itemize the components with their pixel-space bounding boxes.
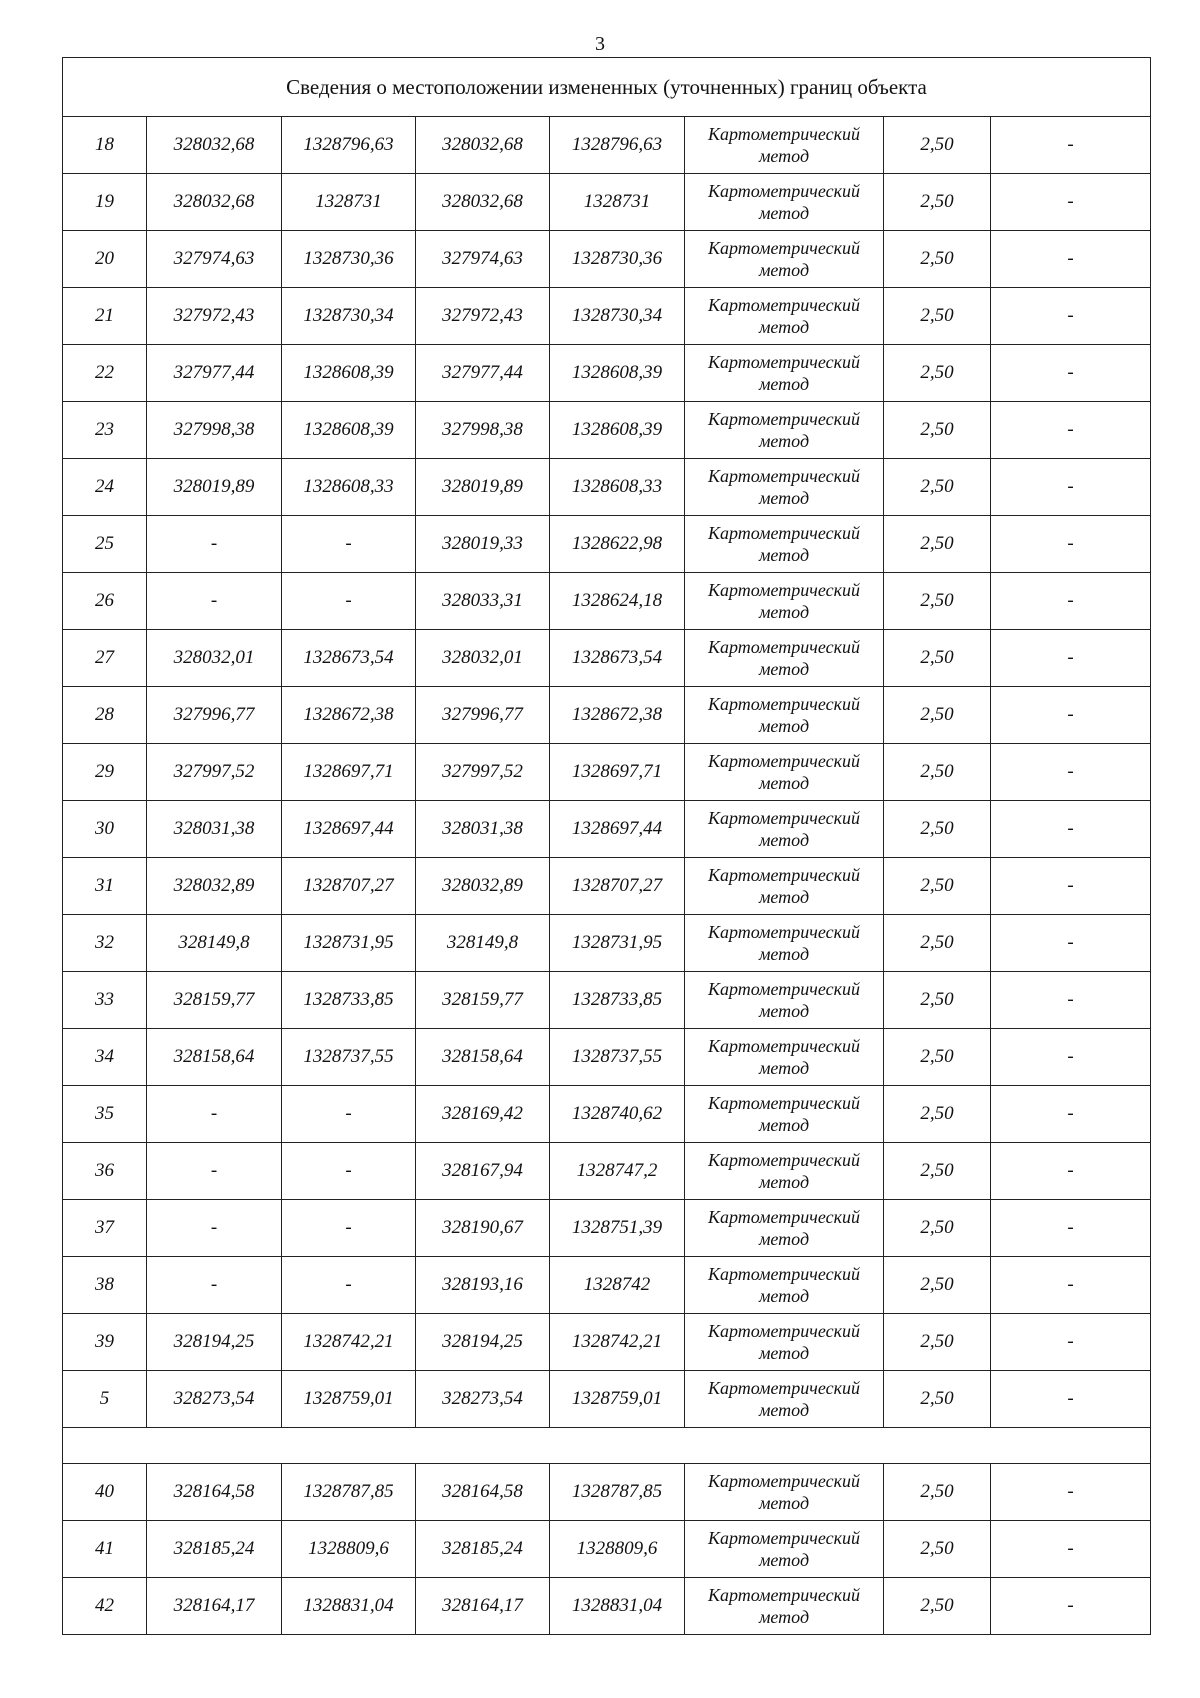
accuracy-cell: 2,50 <box>884 1200 991 1257</box>
existing-y-cell: 1328787,85 <box>282 1464 416 1521</box>
existing-y-cell: 1328697,71 <box>282 744 416 801</box>
existing-y-cell: 1328673,54 <box>282 630 416 687</box>
method-cell: Картометрический метод <box>685 687 884 744</box>
new-y-cell: 1328742,21 <box>550 1314 685 1371</box>
existing-y-cell: - <box>282 573 416 630</box>
table-row <box>63 516 1151 573</box>
existing-y-cell: 1328730,36 <box>282 231 416 288</box>
existing-y-cell: 1328608,33 <box>282 459 416 516</box>
table-row <box>63 1257 1151 1314</box>
description-cell: - <box>991 1578 1151 1635</box>
existing-x-cell: 328164,17 <box>147 1578 282 1635</box>
existing-x-cell: 327998,38 <box>147 402 282 459</box>
new-x-cell: 327977,44 <box>416 345 550 402</box>
method-cell: Картометрический метод <box>685 1200 884 1257</box>
new-y-cell: 1328730,34 <box>550 288 685 345</box>
description-cell: - <box>991 915 1151 972</box>
point-number-cell: 30 <box>63 801 147 858</box>
new-y-cell: 1328608,33 <box>550 459 685 516</box>
new-x-cell: 328164,17 <box>416 1578 550 1635</box>
table-row <box>63 1521 1151 1578</box>
table-row <box>63 801 1151 858</box>
accuracy-cell: 2,50 <box>884 1143 991 1200</box>
new-x-cell: 328164,58 <box>416 1464 550 1521</box>
existing-y-cell: 1328731 <box>282 174 416 231</box>
existing-x-cell: 327996,77 <box>147 687 282 744</box>
point-number-cell: 22 <box>63 345 147 402</box>
method-cell: Картометрический метод <box>685 972 884 1029</box>
accuracy-cell: 2,50 <box>884 1521 991 1578</box>
table-row <box>63 117 1151 174</box>
accuracy-cell: 2,50 <box>884 1029 991 1086</box>
method-cell: Картометрический метод <box>685 345 884 402</box>
new-x-cell: 327972,43 <box>416 288 550 345</box>
new-x-cell: 328032,89 <box>416 858 550 915</box>
existing-y-cell: 1328608,39 <box>282 345 416 402</box>
new-y-cell: 1328787,85 <box>550 1464 685 1521</box>
new-x-cell: 328019,89 <box>416 459 550 516</box>
existing-y-cell: 1328707,27 <box>282 858 416 915</box>
new-y-cell: 1328707,27 <box>550 858 685 915</box>
description-cell: - <box>991 573 1151 630</box>
point-number-cell: 25 <box>63 516 147 573</box>
method-cell: Картометрический метод <box>685 231 884 288</box>
new-x-cell: 328032,01 <box>416 630 550 687</box>
new-y-cell: 1328624,18 <box>550 573 685 630</box>
existing-y-cell: 1328733,85 <box>282 972 416 1029</box>
new-y-cell: 1328672,38 <box>550 687 685 744</box>
description-cell: - <box>991 1314 1151 1371</box>
new-x-cell: 328194,25 <box>416 1314 550 1371</box>
point-number-cell: 35 <box>63 1086 147 1143</box>
new-x-cell: 327997,52 <box>416 744 550 801</box>
method-cell: Картометрический метод <box>685 1578 884 1635</box>
accuracy-cell: 2,50 <box>884 1257 991 1314</box>
existing-x-cell: 328185,24 <box>147 1521 282 1578</box>
accuracy-cell: 2,50 <box>884 1371 991 1428</box>
point-number-cell: 38 <box>63 1257 147 1314</box>
accuracy-cell: 2,50 <box>884 630 991 687</box>
method-cell: Картометрический метод <box>685 1029 884 1086</box>
method-cell: Картометрический метод <box>685 915 884 972</box>
new-y-cell: 1328608,39 <box>550 345 685 402</box>
new-y-cell: 1328731,95 <box>550 915 685 972</box>
table-row <box>63 288 1151 345</box>
new-x-cell: 328190,67 <box>416 1200 550 1257</box>
accuracy-cell: 2,50 <box>884 573 991 630</box>
new-x-cell: 328185,24 <box>416 1521 550 1578</box>
point-number-cell: 31 <box>63 858 147 915</box>
new-x-cell: 327996,77 <box>416 687 550 744</box>
description-cell: - <box>991 687 1151 744</box>
table-row <box>63 915 1151 972</box>
point-number-cell: 20 <box>63 231 147 288</box>
description-cell: - <box>991 231 1151 288</box>
point-number-cell: 27 <box>63 630 147 687</box>
description-cell: - <box>991 1464 1151 1521</box>
table-row <box>63 231 1151 288</box>
existing-x-cell: 328032,68 <box>147 174 282 231</box>
new-x-cell: 328169,42 <box>416 1086 550 1143</box>
new-x-cell: 328149,8 <box>416 915 550 972</box>
existing-x-cell: 327977,44 <box>147 345 282 402</box>
point-number-cell: 24 <box>63 459 147 516</box>
accuracy-cell: 2,50 <box>884 687 991 744</box>
existing-y-cell: 1328730,34 <box>282 288 416 345</box>
table-row <box>63 345 1151 402</box>
point-number-cell: 37 <box>63 1200 147 1257</box>
table-row <box>63 1578 1151 1635</box>
table-row <box>63 174 1151 231</box>
point-number-cell: 33 <box>63 972 147 1029</box>
table-row <box>63 1371 1151 1428</box>
existing-x-cell: 328031,38 <box>147 801 282 858</box>
table-row <box>63 573 1151 630</box>
point-number-cell: 26 <box>63 573 147 630</box>
point-number-cell: 36 <box>63 1143 147 1200</box>
table-row <box>63 1314 1151 1371</box>
page-number: 3 <box>595 33 605 55</box>
point-number-cell: 34 <box>63 1029 147 1086</box>
existing-y-cell: 1328796,63 <box>282 117 416 174</box>
method-cell: Картометрический метод <box>685 1086 884 1143</box>
method-cell: Картометрический метод <box>685 801 884 858</box>
method-cell: Картометрический метод <box>685 858 884 915</box>
point-number-cell: 32 <box>63 915 147 972</box>
method-cell: Картометрический метод <box>685 1521 884 1578</box>
description-cell: - <box>991 402 1151 459</box>
table-row <box>63 1200 1151 1257</box>
existing-x-cell: - <box>147 1143 282 1200</box>
new-y-cell: 1328747,2 <box>550 1143 685 1200</box>
method-cell: Картометрический метод <box>685 288 884 345</box>
new-x-cell: 328193,16 <box>416 1257 550 1314</box>
new-y-cell: 1328622,98 <box>550 516 685 573</box>
table-row <box>63 972 1151 1029</box>
existing-x-cell: 328019,89 <box>147 459 282 516</box>
accuracy-cell: 2,50 <box>884 117 991 174</box>
new-x-cell: 327974,63 <box>416 231 550 288</box>
accuracy-cell: 2,50 <box>884 459 991 516</box>
existing-y-cell: 1328809,6 <box>282 1521 416 1578</box>
new-x-cell: 328019,33 <box>416 516 550 573</box>
existing-y-cell: 1328742,21 <box>282 1314 416 1371</box>
existing-y-cell: - <box>282 1257 416 1314</box>
description-cell: - <box>991 174 1151 231</box>
table-row <box>63 459 1151 516</box>
table-body <box>63 58 1151 1635</box>
accuracy-cell: 2,50 <box>884 972 991 1029</box>
accuracy-cell: 2,50 <box>884 801 991 858</box>
point-number-cell: 28 <box>63 687 147 744</box>
point-number-cell: 5 <box>63 1371 147 1428</box>
method-cell: Картометрический метод <box>685 573 884 630</box>
existing-x-cell: 328158,64 <box>147 1029 282 1086</box>
existing-x-cell: 327974,63 <box>147 231 282 288</box>
separator-cell <box>63 1428 1151 1464</box>
new-x-cell: 328031,38 <box>416 801 550 858</box>
existing-x-cell: 328159,77 <box>147 972 282 1029</box>
table-row <box>63 1143 1151 1200</box>
existing-x-cell: - <box>147 573 282 630</box>
separator-row <box>63 1428 1151 1464</box>
section-header-row <box>63 58 1151 117</box>
new-x-cell: 328158,64 <box>416 1029 550 1086</box>
table-row <box>63 744 1151 801</box>
description-cell: - <box>991 459 1151 516</box>
existing-y-cell: 1328731,95 <box>282 915 416 972</box>
accuracy-cell: 2,50 <box>884 1578 991 1635</box>
method-cell: Картометрический метод <box>685 1143 884 1200</box>
point-number-cell: 29 <box>63 744 147 801</box>
existing-x-cell: - <box>147 1200 282 1257</box>
new-x-cell: 328033,31 <box>416 573 550 630</box>
existing-x-cell: 328149,8 <box>147 915 282 972</box>
description-cell: - <box>991 1143 1151 1200</box>
accuracy-cell: 2,50 <box>884 231 991 288</box>
new-y-cell: 1328730,36 <box>550 231 685 288</box>
existing-y-cell: 1328737,55 <box>282 1029 416 1086</box>
existing-x-cell: 327972,43 <box>147 288 282 345</box>
existing-y-cell: - <box>282 1086 416 1143</box>
existing-y-cell: - <box>282 516 416 573</box>
accuracy-cell: 2,50 <box>884 1314 991 1371</box>
new-y-cell: 1328673,54 <box>550 630 685 687</box>
method-cell: Картометрический метод <box>685 744 884 801</box>
boundary-coordinates-table <box>62 57 1151 1635</box>
method-cell: Картометрический метод <box>685 459 884 516</box>
table-row <box>63 687 1151 744</box>
method-cell: Картометрический метод <box>685 516 884 573</box>
table-row <box>63 858 1151 915</box>
description-cell: - <box>991 858 1151 915</box>
description-cell: - <box>991 1200 1151 1257</box>
new-y-cell: 1328751,39 <box>550 1200 685 1257</box>
new-x-cell: 328167,94 <box>416 1143 550 1200</box>
accuracy-cell: 2,50 <box>884 1464 991 1521</box>
existing-x-cell: - <box>147 516 282 573</box>
method-cell: Картометрический метод <box>685 402 884 459</box>
existing-x-cell: 328194,25 <box>147 1314 282 1371</box>
method-cell: Картометрический метод <box>685 630 884 687</box>
new-y-cell: 1328731 <box>550 174 685 231</box>
description-cell: - <box>991 1086 1151 1143</box>
description-cell: - <box>991 516 1151 573</box>
new-y-cell: 1328809,6 <box>550 1521 685 1578</box>
table-row <box>63 402 1151 459</box>
description-cell: - <box>991 1029 1151 1086</box>
new-x-cell: 328273,54 <box>416 1371 550 1428</box>
existing-x-cell: 328032,89 <box>147 858 282 915</box>
description-cell: - <box>991 972 1151 1029</box>
point-number-cell: 23 <box>63 402 147 459</box>
new-y-cell: 1328759,01 <box>550 1371 685 1428</box>
point-number-cell: 41 <box>63 1521 147 1578</box>
point-number-cell: 42 <box>63 1578 147 1635</box>
new-y-cell: 1328608,39 <box>550 402 685 459</box>
existing-x-cell: 328032,68 <box>147 117 282 174</box>
existing-y-cell: 1328608,39 <box>282 402 416 459</box>
new-y-cell: 1328737,55 <box>550 1029 685 1086</box>
point-number-cell: 39 <box>63 1314 147 1371</box>
description-cell: - <box>991 630 1151 687</box>
accuracy-cell: 2,50 <box>884 516 991 573</box>
existing-y-cell: 1328831,04 <box>282 1578 416 1635</box>
description-cell: - <box>991 117 1151 174</box>
existing-y-cell: 1328697,44 <box>282 801 416 858</box>
table-row <box>63 1029 1151 1086</box>
accuracy-cell: 2,50 <box>884 1086 991 1143</box>
accuracy-cell: 2,50 <box>884 174 991 231</box>
method-cell: Картометрический метод <box>685 1464 884 1521</box>
point-number-cell: 21 <box>63 288 147 345</box>
new-x-cell: 327998,38 <box>416 402 550 459</box>
method-cell: Картометрический метод <box>685 1371 884 1428</box>
description-cell: - <box>991 1521 1151 1578</box>
existing-y-cell: 1328672,38 <box>282 687 416 744</box>
accuracy-cell: 2,50 <box>884 915 991 972</box>
existing-x-cell: 327997,52 <box>147 744 282 801</box>
accuracy-cell: 2,50 <box>884 744 991 801</box>
point-number-cell: 19 <box>63 174 147 231</box>
new-x-cell: 328032,68 <box>416 117 550 174</box>
accuracy-cell: 2,50 <box>884 858 991 915</box>
point-number-cell: 40 <box>63 1464 147 1521</box>
point-number-cell: 18 <box>63 117 147 174</box>
description-cell: - <box>991 1371 1151 1428</box>
existing-y-cell: 1328759,01 <box>282 1371 416 1428</box>
accuracy-cell: 2,50 <box>884 345 991 402</box>
new-y-cell: 1328831,04 <box>550 1578 685 1635</box>
existing-x-cell: 328032,01 <box>147 630 282 687</box>
description-cell: - <box>991 288 1151 345</box>
accuracy-cell: 2,50 <box>884 402 991 459</box>
new-x-cell: 328032,68 <box>416 174 550 231</box>
description-cell: - <box>991 1257 1151 1314</box>
new-y-cell: 1328697,71 <box>550 744 685 801</box>
new-y-cell: 1328796,63 <box>550 117 685 174</box>
existing-y-cell: - <box>282 1143 416 1200</box>
method-cell: Картометрический метод <box>685 117 884 174</box>
new-y-cell: 1328740,62 <box>550 1086 685 1143</box>
description-cell: - <box>991 345 1151 402</box>
existing-x-cell: 328273,54 <box>147 1371 282 1428</box>
description-cell: - <box>991 801 1151 858</box>
description-cell: - <box>991 744 1151 801</box>
table-row <box>63 630 1151 687</box>
method-cell: Картометрический метод <box>685 174 884 231</box>
table-row <box>63 1086 1151 1143</box>
new-x-cell: 328159,77 <box>416 972 550 1029</box>
existing-x-cell: - <box>147 1257 282 1314</box>
new-y-cell: 1328733,85 <box>550 972 685 1029</box>
new-y-cell: 1328742 <box>550 1257 685 1314</box>
section-header: Сведения о местоположении измененных (уточненных) границ объекта <box>63 58 1151 117</box>
table-row <box>63 1464 1151 1521</box>
new-y-cell: 1328697,44 <box>550 801 685 858</box>
existing-x-cell: 328164,58 <box>147 1464 282 1521</box>
existing-x-cell: - <box>147 1086 282 1143</box>
method-cell: Картометрический метод <box>685 1314 884 1371</box>
accuracy-cell: 2,50 <box>884 288 991 345</box>
existing-y-cell: - <box>282 1200 416 1257</box>
method-cell: Картометрический метод <box>685 1257 884 1314</box>
